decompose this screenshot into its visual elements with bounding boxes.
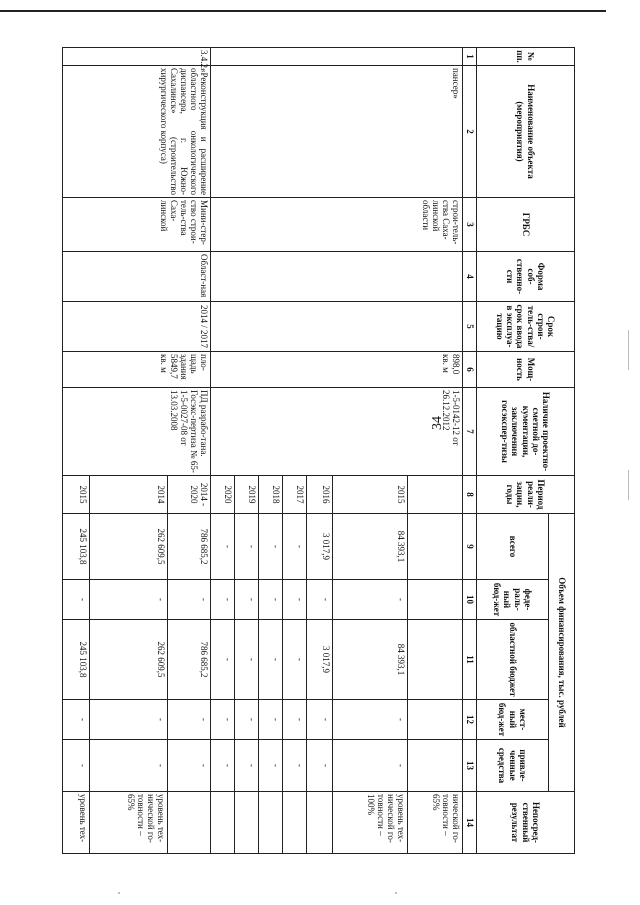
capacity-cell: 898,0 кв. м bbox=[211, 352, 463, 388]
local-cell: - bbox=[63, 700, 90, 740]
result-cell bbox=[282, 792, 306, 854]
regional-cell: - bbox=[211, 620, 235, 700]
header-name: Наименование объекта (мероприятия) bbox=[477, 66, 575, 198]
row-num-cell: 3.4.2. bbox=[63, 48, 211, 66]
total-cell: - bbox=[235, 514, 259, 580]
rotated-table-wrapper bbox=[62, 47, 575, 853]
local-cell: - bbox=[211, 700, 235, 740]
federal-cell bbox=[408, 580, 463, 620]
header-total: всего bbox=[477, 514, 549, 580]
ownership-cell: Област-ная bbox=[63, 252, 211, 302]
object-name: пансер» bbox=[211, 66, 463, 198]
term-cell: 2014 / 2017 bbox=[63, 302, 211, 352]
period-cell: 2014 bbox=[90, 476, 167, 514]
regional-cell: 786 685,2 bbox=[167, 620, 210, 700]
grbs-cell: Мини-стер-ство строи-тель-ства Саха-линской bbox=[63, 198, 211, 252]
header-documentation: Наличие проектно-сметной до-кументации, заключения госэкспер-тизы bbox=[477, 388, 575, 476]
col-number: 13 bbox=[463, 740, 477, 792]
regional-cell: - bbox=[282, 620, 306, 700]
period-cell: 2015 bbox=[63, 476, 90, 514]
documentation-cell: 1-5-0142-12 от 26.12.2012 bbox=[211, 388, 463, 476]
col-number: 5 bbox=[463, 302, 477, 352]
local-cell: - bbox=[235, 700, 259, 740]
col-number: 1 bbox=[463, 48, 477, 66]
result-cell bbox=[167, 792, 210, 854]
scan-mark bbox=[628, 330, 629, 370]
total-cell: 84 393,1 bbox=[333, 514, 408, 580]
period-cell: 2014 - 2020 bbox=[167, 476, 210, 514]
page-number: 34 bbox=[430, 416, 445, 430]
private-cell: - bbox=[90, 740, 167, 792]
header-regional: областной бюджет bbox=[477, 620, 549, 700]
header-private: привле-ченные средства bbox=[477, 740, 549, 792]
header-ownership: Форма соб-ственно-сти bbox=[477, 252, 575, 302]
local-cell: - bbox=[259, 700, 283, 740]
row-num-cell bbox=[211, 48, 463, 66]
capacity-cell: пло-щадь здания 5849,7 кв. м bbox=[63, 352, 211, 388]
header-grbs: ГРБС bbox=[477, 198, 575, 252]
ownership-cell bbox=[211, 252, 463, 302]
regional-cell: 262 609,5 bbox=[90, 620, 167, 700]
local-cell: - bbox=[306, 700, 332, 740]
header-capacity: Мощ-ность bbox=[477, 352, 575, 388]
private-cell: - bbox=[333, 740, 408, 792]
col-number: 3 bbox=[463, 198, 477, 252]
col-number: 14 bbox=[463, 792, 477, 854]
header-local: мест-ный бюд-жет bbox=[477, 700, 549, 740]
local-cell: - bbox=[282, 700, 306, 740]
total-cell: 245 103,8 bbox=[63, 514, 90, 580]
total-cell: - bbox=[259, 514, 283, 580]
scan-mark bbox=[628, 470, 629, 500]
header-term: Срок строи-тель-ства/срок ввода в эксплуа-тацию bbox=[477, 302, 575, 352]
total-cell bbox=[408, 514, 463, 580]
funding-table bbox=[62, 47, 575, 854]
period-cell: 2020 bbox=[211, 476, 235, 514]
federal-cell: - bbox=[333, 580, 408, 620]
col-number: 11 bbox=[463, 620, 477, 700]
grbs-cell: строи-тель-ства Саха-линской области bbox=[211, 198, 463, 252]
col-number: 12 bbox=[463, 700, 477, 740]
scan-speck bbox=[118, 892, 120, 894]
federal-cell: - bbox=[306, 580, 332, 620]
period-cell: 2017 bbox=[282, 476, 306, 514]
period-cell: 2019 bbox=[235, 476, 259, 514]
header-num: № пп. bbox=[477, 48, 575, 66]
private-cell: - bbox=[306, 740, 332, 792]
documentation-cell: ПД разрабо-тана. Госэкс-пертиза № 65-1-5-0027-08 от 13.03.2008 bbox=[63, 388, 211, 476]
period-cell: 2015 bbox=[333, 476, 408, 514]
result-cell bbox=[306, 792, 332, 854]
top-rule bbox=[0, 10, 606, 12]
col-number: 6 bbox=[463, 352, 477, 388]
col-number: 9 bbox=[463, 514, 477, 580]
private-cell: - bbox=[63, 740, 90, 792]
federal-cell: - bbox=[90, 580, 167, 620]
federal-cell: - bbox=[282, 580, 306, 620]
federal-cell: - bbox=[235, 580, 259, 620]
federal-cell: - bbox=[259, 580, 283, 620]
regional-cell: 245 103,8 bbox=[63, 620, 90, 700]
period-cell: 2018 bbox=[259, 476, 283, 514]
private-cell: - bbox=[259, 740, 283, 792]
total-cell: 786 685,2 bbox=[167, 514, 210, 580]
result-cell: уровень тех-нической го-товности – 65% bbox=[90, 792, 167, 854]
local-cell: - bbox=[333, 700, 408, 740]
result-cell bbox=[259, 792, 283, 854]
total-cell: - bbox=[282, 514, 306, 580]
col-number: 4 bbox=[463, 252, 477, 302]
private-cell: - bbox=[235, 740, 259, 792]
federal-cell: - bbox=[63, 580, 90, 620]
col-number: 7 bbox=[463, 388, 477, 476]
total-cell: 3 017,9 bbox=[306, 514, 332, 580]
regional-cell bbox=[408, 620, 463, 700]
regional-cell: 84 393,1 bbox=[333, 620, 408, 700]
col-number: 8 bbox=[463, 476, 477, 514]
federal-cell: - bbox=[167, 580, 210, 620]
local-cell: - bbox=[90, 700, 167, 740]
regional-cell: - bbox=[259, 620, 283, 700]
period-cell: 2016 bbox=[306, 476, 332, 514]
total-cell: - bbox=[211, 514, 235, 580]
private-cell: - bbox=[282, 740, 306, 792]
header-federal: феде-раль-ный бюд-жет bbox=[477, 580, 549, 620]
federal-cell: - bbox=[211, 580, 235, 620]
object-name: «Реконструкция и расширение областного онкологического диспансера, г. Южно-Сахалинск» (строительство хирургического корпуса) bbox=[63, 66, 211, 198]
private-cell: - bbox=[211, 740, 235, 792]
col-number: 2 bbox=[463, 66, 477, 198]
col-number: 10 bbox=[463, 580, 477, 620]
regional-cell: 3 017,9 bbox=[306, 620, 332, 700]
header-funding: Объем финансирования, тыс. рублей bbox=[549, 514, 575, 792]
term-cell bbox=[211, 302, 463, 352]
result-cell bbox=[235, 792, 259, 854]
private-cell bbox=[408, 740, 463, 792]
result-cell: уровень тех- bbox=[63, 792, 90, 854]
header-result: Непосред-ственный результат bbox=[477, 792, 575, 854]
private-cell: - bbox=[167, 740, 210, 792]
local-cell: - bbox=[167, 700, 210, 740]
result-cell: уровень тех-нической го-товности – 100% bbox=[333, 792, 408, 854]
result-cell: нической го-товности – 65% bbox=[408, 792, 463, 854]
total-cell: 262 609,5 bbox=[90, 514, 167, 580]
local-cell bbox=[408, 700, 463, 740]
regional-cell: - bbox=[235, 620, 259, 700]
header-period: Период реали-зации, годы bbox=[477, 476, 575, 514]
period-cell bbox=[408, 476, 463, 514]
scan-speck bbox=[395, 892, 397, 894]
result-cell bbox=[211, 792, 235, 854]
